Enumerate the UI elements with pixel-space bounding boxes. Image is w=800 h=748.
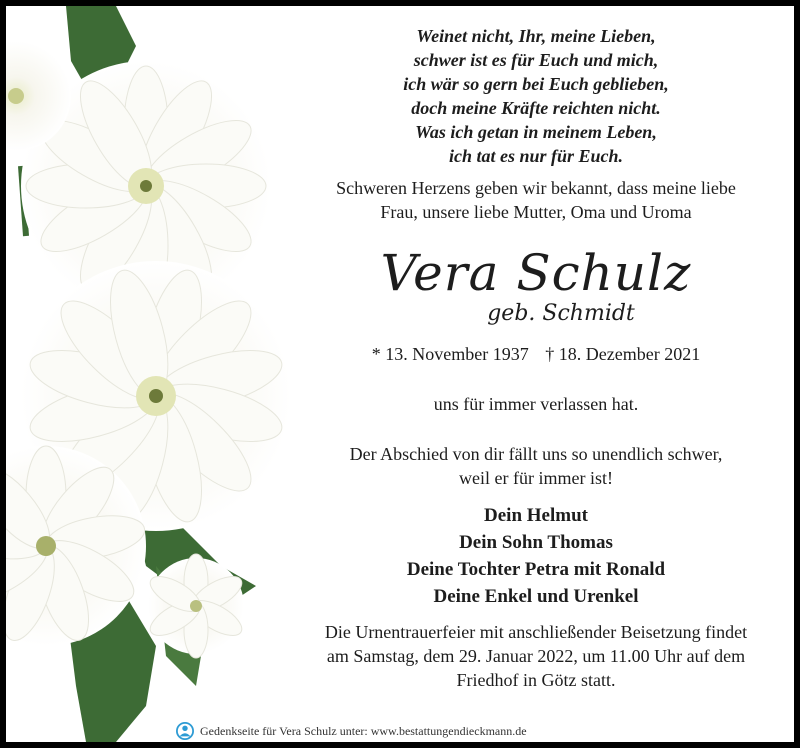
announcement-intro [286, 176, 786, 224]
poem-line: ich wär so gern bei Euch geblieben, [403, 74, 669, 94]
mourner: Deine Tochter Petra mit Ronald [406, 559, 666, 580]
poem-line: ich tat es nur für Euch. [448, 146, 624, 166]
chrysanthemum-flowers-image [6, 6, 306, 742]
deceased-name: Vera Schulz [380, 244, 692, 302]
poem [286, 24, 786, 168]
obituary-card [6, 6, 794, 742]
mourner: Deine Enkel und Urenkel [433, 586, 639, 607]
left-us-line: uns für immer verlassen hat. [433, 394, 639, 414]
birth-date: * 13. November 1937 [371, 344, 529, 364]
poem-line: Was ich getan in meinem Leben, [415, 122, 657, 142]
poem-line: doch meine Kräfte reichten nicht. [411, 98, 661, 118]
poem-line: schwer ist es für Euch und mich, [413, 50, 659, 70]
poem-line: Weinet nicht, Ihr, meine Lieben, [416, 26, 656, 46]
memorial-page-footer[interactable] [176, 722, 527, 740]
obituary-text [286, 16, 786, 692]
intro-line: Schweren Herzens geben wir bekannt, dass meine liebe [336, 178, 736, 198]
farewell-line: weil er für immer ist! [459, 468, 613, 488]
ceremony-line: Friedhof in Götz statt. [456, 670, 616, 690]
ceremony-info [286, 620, 786, 692]
maiden-name: geb. Schmidt [487, 301, 635, 326]
memorial-icon [176, 722, 194, 740]
memorial-page-link[interactable]: Gedenkseite für Vera Schulz unter: www.bestattungendieckmann.de [200, 723, 527, 738]
death-date: † 18. Dezember 2021 [545, 344, 701, 364]
life-dates [286, 342, 786, 366]
farewell-line: Der Abschied von dir fällt uns so unendlich schwer, [349, 444, 723, 464]
mourner: Dein Sohn Thomas [459, 532, 613, 553]
ceremony-line: am Samstag, dem 29. Januar 2022, um 11.00 Uhr auf dem [326, 646, 746, 666]
ceremony-line: Die Urnentrauerfeier mit anschließender Beisetzung findet [324, 622, 748, 642]
mourners-list [286, 502, 786, 610]
mourner: Dein Helmut [484, 505, 588, 526]
farewell-text [286, 442, 786, 490]
intro-line: Frau, unsere liebe Mutter, Oma und Uroma [380, 202, 692, 222]
